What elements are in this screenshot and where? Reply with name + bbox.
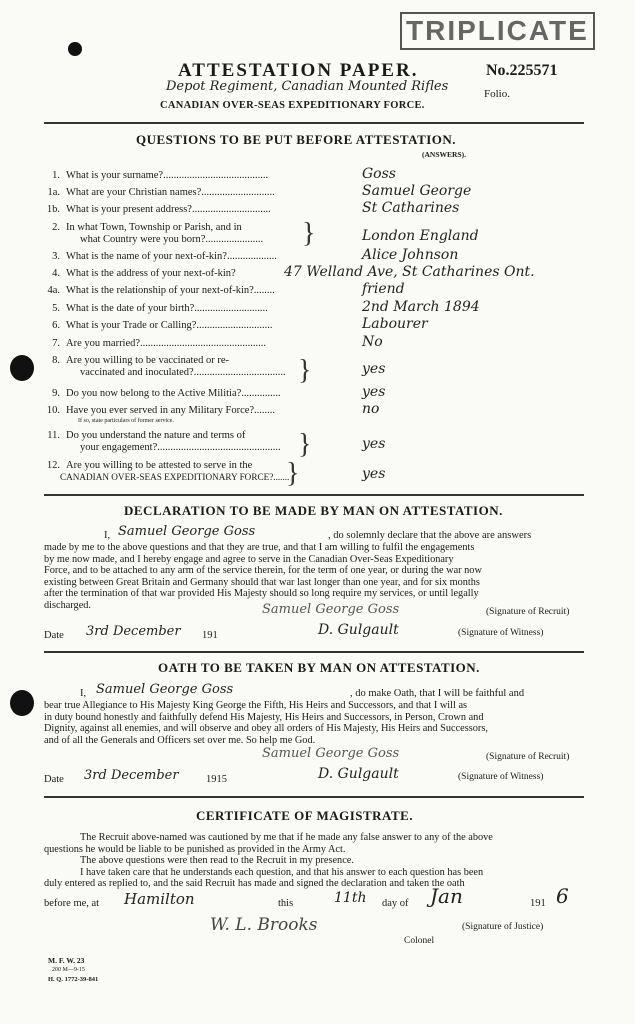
brace-q11: } (298, 429, 312, 460)
paragraph-line: by me now made, and I hereby engage and agree to serve in the Canadian Over-Seas Expeditionary (44, 553, 454, 565)
brace-q2: } (302, 218, 316, 249)
unit-handwritten: Depot Regiment, Canadian Mounted Rifles (166, 79, 449, 94)
day-handwritten: 11th (334, 890, 367, 906)
question-number: 2. (52, 222, 60, 233)
oath-year: 1915 (206, 774, 227, 785)
answer-handwritten: yes (362, 436, 386, 452)
question-number: 9. (52, 388, 60, 399)
form-code: M. F. W. 23 (48, 956, 85, 965)
declaration-line1: , do solemnly declare that the above are answers (328, 530, 532, 541)
this-label: this (278, 898, 294, 909)
answer-handwritten: Alice Johnson (362, 247, 459, 263)
declaration-i: I, (104, 530, 111, 541)
questions-heading: QUESTIONS TO BE PUT BEFORE ATTESTATION. (136, 132, 457, 147)
question-number: 6. (52, 320, 60, 331)
justice-label: (Signature of Justice) (462, 922, 544, 932)
question-text: Do you now belong to the Active Militia?............... (66, 388, 281, 399)
colonel-label: Colonel (404, 936, 435, 946)
answer-handwritten: Labourer (362, 316, 428, 332)
divider-3 (44, 651, 584, 653)
declaration-date: 3rd December (86, 624, 181, 639)
year-handwritten: 6 (556, 884, 569, 908)
folio-label: Folio. (484, 88, 510, 100)
question-text: your engagement?............................................... (80, 442, 281, 453)
triplicate-stamp: TRIPLICATE (400, 12, 595, 50)
page-title: ATTESTATION PAPER. (178, 60, 419, 81)
answer-handwritten: yes (362, 466, 386, 482)
question-text: What is your Trade or Calling?............................. (66, 320, 273, 331)
divider-2 (44, 494, 584, 496)
question-number: 8. (52, 355, 60, 366)
declaration-recruit-signature: Samuel George Goss (262, 602, 400, 617)
answer-handwritten: yes (362, 384, 386, 400)
paragraph-line: and of all the Generals and Officers set over me. So help me God. (44, 734, 316, 746)
paragraph-line: in duty bound honestly and faithfully defend His Majesty, His Heirs and Successors, in Person, Crown and (44, 711, 484, 723)
paragraph-line: made by me to the above questions and that they are true, and that I am willing to fulfil the engagements (44, 542, 475, 553)
question-number: 11. (47, 430, 60, 441)
question-text: Are you married?................................................ (66, 338, 267, 349)
question-text: Have you ever served in any Military Force?........ (66, 405, 276, 416)
question-number: 1. (52, 170, 60, 181)
question-number: 1b. (46, 204, 60, 215)
punch-hole-middle (10, 355, 34, 381)
question-number: 12. (46, 460, 60, 471)
paragraph-line: questions he would be liable to be punished as provided in the Army Act. (44, 843, 346, 855)
question-number: 5. (52, 303, 60, 314)
paragraph-line: Dignity, against all enemies, and will observe and obey all orders of His Majesty, His Heirs and Successors, (44, 723, 488, 735)
declaration-date-label: Date (44, 630, 64, 641)
question-text: What are your Christian names?............................ (66, 187, 275, 198)
question-number: 10. (46, 405, 60, 416)
oath-witness-signature: D. Gulgault (318, 766, 399, 782)
oath-line1: , do make Oath, that I will be faithful and (350, 688, 525, 699)
oath-date-label: Date (44, 774, 64, 785)
question-text: What is your surname?........................................ (66, 170, 269, 181)
paragraph-line: The above questions were then read to the Recruit in my presence. (80, 855, 354, 867)
paragraph-line: I have taken care that he understands each question, and that his answer to each question has been (80, 866, 484, 878)
former-service-note: If so, state particulars of former service. (78, 418, 174, 424)
paragraph-line: after the termination of that war provided His Majesty should so long require my services, or until legally (44, 588, 479, 600)
print-code: 200 M—9-15 (52, 967, 85, 973)
oath-recruit-signature: Samuel George Goss (262, 746, 400, 761)
question-text: Do you understand the nature and terms of (66, 430, 246, 441)
answer-handwritten: Samuel George (362, 183, 472, 199)
question-text: Are you willing to be vaccinated or re- (66, 355, 229, 366)
oath-date: 3rd December (84, 768, 179, 783)
paragraph-line: existing between Great Britain and Germany should that war last longer than one year, and for six months (44, 576, 480, 588)
place-handwritten: Hamilton (124, 890, 195, 908)
paragraph-line: duly entered as replied to, and the said Recruit has made and signed the declaration and taken the oath (44, 878, 465, 890)
question-text: What is the address of your next-of-kin? (66, 268, 236, 279)
divider-4 (44, 796, 584, 798)
question-number: 7. (52, 338, 60, 349)
oath-witness-label: (Signature of Witness) (458, 772, 544, 782)
hq-code: H. Q. 1772-39-841 (48, 976, 99, 983)
punch-hole-bottom (10, 690, 34, 716)
question-number: 4a. (47, 285, 60, 296)
declaration-heading: DECLARATION TO BE MADE BY MAN ON ATTESTATION. (124, 503, 503, 518)
declaration-witness-signature: D. Gulgault (318, 622, 399, 638)
answer-handwritten: yes (362, 361, 386, 377)
declaration-name: Samuel George Goss (118, 524, 256, 539)
question-text: What is the name of your next-of-kin?................... (66, 251, 277, 262)
answers-label: (ANSWERS). (422, 150, 466, 159)
force-subtitle: CANADIAN OVER-SEAS EXPEDITIONARY FORCE. (160, 100, 425, 111)
question-text: What is your present address?.............................. (66, 204, 271, 215)
paragraph-line: discharged. (44, 600, 91, 611)
day-of-label: day of (382, 898, 409, 909)
paragraph-line: The Recruit above-named was cautioned by me that if he made any false answer to any of the above (80, 832, 493, 843)
month-handwritten: Jan (430, 884, 463, 908)
paragraph-line: bear true Allegiance to His Majesty King George the Fifth, His Heirs and Successors, and that I will as (44, 700, 468, 711)
answer-handwritten: St Catharines (362, 200, 460, 216)
question-number: 1a. (47, 187, 60, 198)
answer-handwritten: friend (362, 281, 405, 297)
answer-handwritten: London England (362, 228, 479, 244)
form-number: No.225571 (486, 62, 558, 79)
declaration-recruit-label: (Signature of Recruit) (486, 607, 570, 617)
question-text: CANADIAN OVER-SEAS EXPEDITIONARY FORCE?....... (60, 472, 290, 482)
paragraph-line: Force, and to be attached to any arm of the service therein, for the term of one year, or during the war now (44, 565, 482, 577)
question-text: In what Town, Township or Parish, and in (66, 222, 242, 233)
answer-handwritten: 47 Welland Ave, St Catharines Ont. (284, 264, 535, 280)
certificate-heading: CERTIFICATE OF MAGISTRATE. (196, 808, 414, 823)
brace-q8: } (298, 355, 312, 386)
oath-recruit-label: (Signature of Recruit) (486, 752, 570, 762)
brace-q12: } (286, 458, 300, 489)
question-number: 3. (52, 251, 60, 262)
answer-handwritten: no (362, 401, 380, 417)
year-prefix: 191 (530, 898, 546, 909)
oath-heading: OATH TO BE TAKEN BY MAN ON ATTESTATION. (158, 660, 480, 675)
question-text: Are you willing to be attested to serve in the (66, 460, 253, 471)
answer-handwritten: 2nd March 1894 (362, 299, 480, 315)
question-text: What is the date of your birth?............................ (66, 303, 268, 314)
question-text: vaccinated and inoculated?................................... (80, 367, 286, 378)
before-me-label: before me, at (44, 898, 100, 909)
oath-i: I, (80, 688, 87, 699)
declaration-year: 191 (202, 630, 218, 641)
answer-handwritten: Goss (362, 166, 396, 182)
oath-name: Samuel George Goss (96, 682, 234, 697)
answer-handwritten: No (362, 334, 383, 350)
divider-1 (44, 122, 584, 124)
justice-signature: W. L. Brooks (210, 915, 318, 935)
punch-hole-top (68, 42, 82, 56)
question-text: what Country were you born?...................... (80, 234, 264, 245)
question-number: 4. (52, 268, 60, 279)
declaration-witness-label: (Signature of Witness) (458, 628, 544, 638)
question-text: What is the relationship of your next-of-kin?........ (66, 285, 275, 296)
